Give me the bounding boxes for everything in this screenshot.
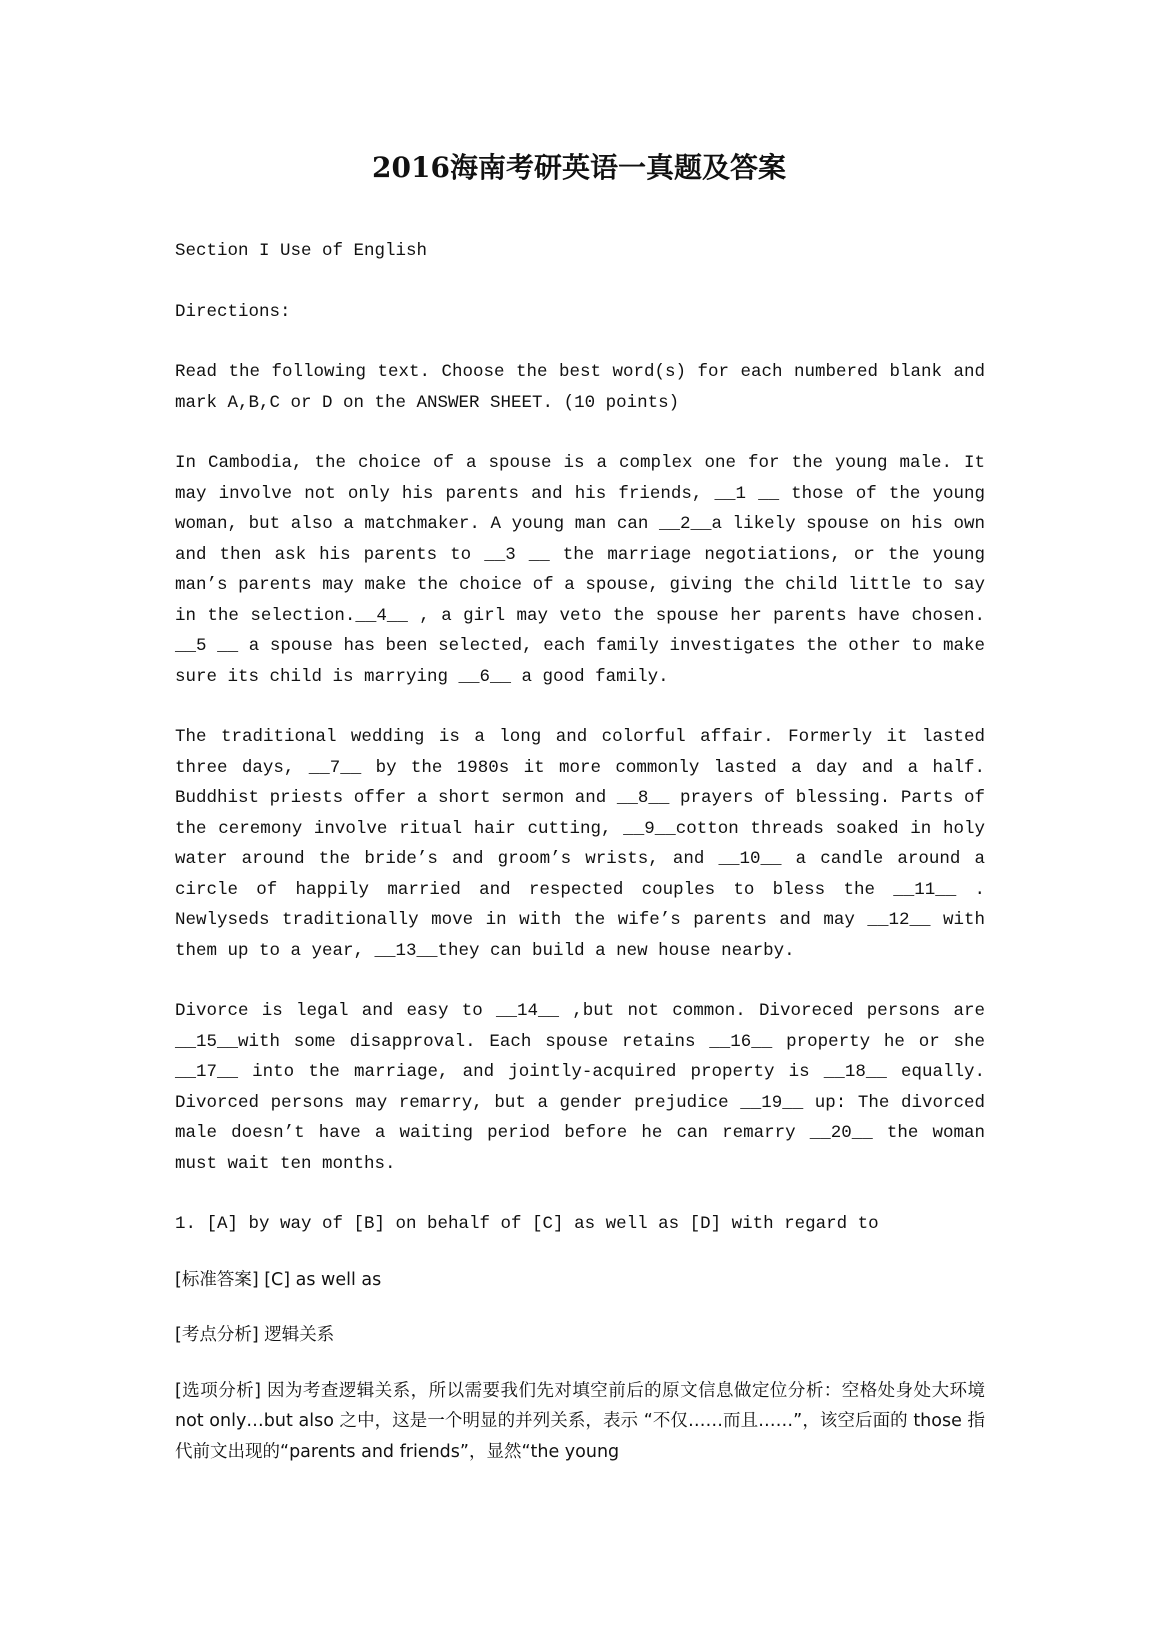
document-body: [175, 236, 985, 1467]
option-analysis: [选项分析] 因为考查逻辑关系，所以需要我们先对填空前后的原文信息做定位分析：空格处身处大环境 not only…but also 之中，这是一个明显的并列关系，表示 “不仅……而且……”，该空后面的 those 指代前文出现的“parents and friends”，显然“the young: [175, 1380, 985, 1462]
question-1-options: 1. [A] by way of [B] on behalf of [C] as well as [D] with regard to: [175, 1214, 879, 1234]
directions-text: Read the following text. Choose the best word(s) for each numbered blank and mark A,B,C or D on the ANSWER SHEET. (10 points): [175, 362, 985, 413]
passage-paragraph-3: Divorce is legal and easy to __14__ ,but not common. Divoreced persons are __15__with some disapproval. Each spouse retains __16__ property he or she __17__ into the marriage, and jointly-acquired property is __18__ equally. Divorced persons may remarry, but a gender prejudice __19__ up: The divorced male doesn’t have a waiting period before he can remarry __20__ the woman must wait ten months.: [175, 1001, 985, 1174]
passage-paragraph-2: The traditional wedding is a long and colorful affair. Formerly it lasted three days, __7__ by the 1980s it more commonly lasted a day and a half. Buddhist priests offer a short sermon and __8__ prayers of blessing. Parts of the ceremony involve ritual hair cutting, __9__cotton threads soaked in holy water around the bride’s and groom’s wrists, and __10__ a candle around a circle of happily married and respected couples to bless the __11__ . Newlyseds traditionally move in with the wife’s parents and may __12__ with them up to a year, __13__they can build a new house nearby.: [175, 727, 985, 961]
directions-label: Directions:: [175, 301, 291, 322]
section-heading: Section I Use of English: [175, 241, 428, 261]
standard-answer: [标准答案] [C] as well as: [175, 1269, 382, 1290]
key-point-analysis: [考点分析] 逻辑关系: [175, 1325, 335, 1345]
passage-paragraph-1: In Cambodia, the choice of a spouse is a complex one for the young male. It may involve not only his parents and his friends, __1 __ those of the young woman, but also a matchmaker. A young man can __2__a likely spouse on his own and then ask his parents to __3 __ the marriage negotiations, or the young man’s parents may make the choice of a spouse, giving the child little to say in the selection.__4__ , a girl may veto the spouse her parents have chosen. __5 __ a spouse has been selected, each family investigates the other to make sure its child is marrying __6__ a good family.: [175, 453, 985, 687]
document-title: 2016海南考研英语一真题及答案: [372, 151, 786, 184]
